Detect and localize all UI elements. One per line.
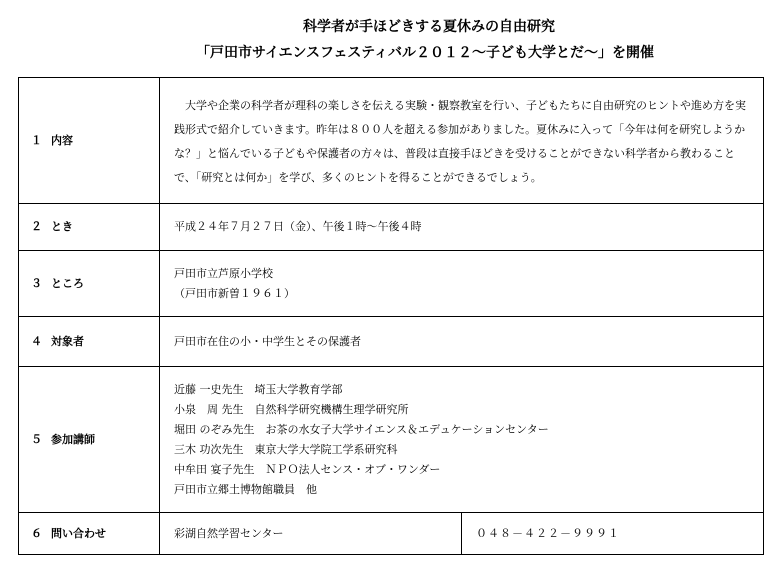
- table-row: [19, 251, 764, 317]
- row-label-cell: [19, 78, 160, 204]
- lecturer-item: 小泉 周 先生 自然科学研究機構生理学研究所: [174, 402, 409, 416]
- row-label-cell: [19, 317, 160, 367]
- info-table: [18, 77, 764, 555]
- row-label-cell: [19, 251, 160, 317]
- lecturer-item: 堀田 のぞみ先生 お茶の水女子大学サイエンス＆エデュケーションセンター: [174, 422, 549, 436]
- date-cell: [160, 204, 764, 251]
- target-audience: 戸田市在住の小・中学生とその保護者: [174, 334, 361, 348]
- content-description: 大学や企業の科学者が理科の楽しさを伝える実験・観察教室を行い、子どもたちに自由研究のヒントや進め方を実践形式で紹介していきます。昨年は８００人を超える参加がありました。夏休みに入って「今年は何を研究しようかな？」と悩んでいる子どもや保護者の方々は、普段は直接手ほどきを受けることができない科学者から教わることで、「研究とは何か」を学び、多くのヒントを得ることができるでしょう。: [174, 99, 746, 184]
- event-date: 平成２４年７月２７日（金）、午後１時～午後４時: [174, 220, 422, 233]
- row-number: ３: [31, 276, 42, 290]
- lecturer-item: 近藤 一史先生 埼玉大学教育学部: [174, 382, 343, 396]
- lecturer-item: 戸田市立郷土博物館職員 他: [174, 482, 317, 496]
- row-number: ６: [31, 526, 42, 540]
- lecturer-item: 中牟田 宴子先生 ＮＰＯ法人センス・オブ・ワンダー: [174, 462, 441, 476]
- row-label: 対象者: [51, 334, 84, 348]
- title-line-1: 科学者が手ほどきする夏休みの自由研究: [303, 19, 555, 35]
- venue-address: （戸田市新曽１９６１）: [174, 286, 295, 300]
- title-line-2: 「戸田市サイエンスフェスティバル２０１２～子ども大学とだ～」を開催: [196, 45, 654, 61]
- row-label-cell: [19, 513, 160, 555]
- venue-name: 戸田市立芦原小学校: [174, 266, 273, 280]
- row-number: ２: [31, 220, 42, 233]
- contact-phone: ０４８－４２２－９９９１: [476, 526, 620, 540]
- contact-organization: 彩湖自然学習センター: [174, 526, 284, 540]
- content-cell: [160, 78, 764, 204]
- lecturer-item: 三木 功次先生 東京大学大学院工学系研究科: [174, 442, 398, 456]
- venue-cell: [160, 251, 764, 317]
- table-row: [19, 513, 764, 555]
- row-number: １: [31, 133, 42, 147]
- row-label: ところ: [51, 276, 84, 290]
- lecturers-cell: [160, 367, 764, 513]
- row-label: 問い合わせ: [51, 526, 106, 540]
- audience-cell: [160, 317, 764, 367]
- row-number: ５: [31, 432, 42, 446]
- row-label: 参加講師: [51, 432, 95, 446]
- table-row: [19, 367, 764, 513]
- row-label-cell: [19, 204, 160, 251]
- contact-name-cell: [160, 513, 462, 555]
- document-title: [0, 14, 774, 66]
- row-label: とき: [51, 220, 73, 233]
- contact-tel-cell: [462, 513, 764, 555]
- row-number: ４: [31, 334, 42, 348]
- table-row: [19, 204, 764, 251]
- row-label: 内容: [51, 133, 73, 147]
- row-label-cell: [19, 367, 160, 513]
- table-row: [19, 317, 764, 367]
- table-row: [19, 78, 764, 204]
